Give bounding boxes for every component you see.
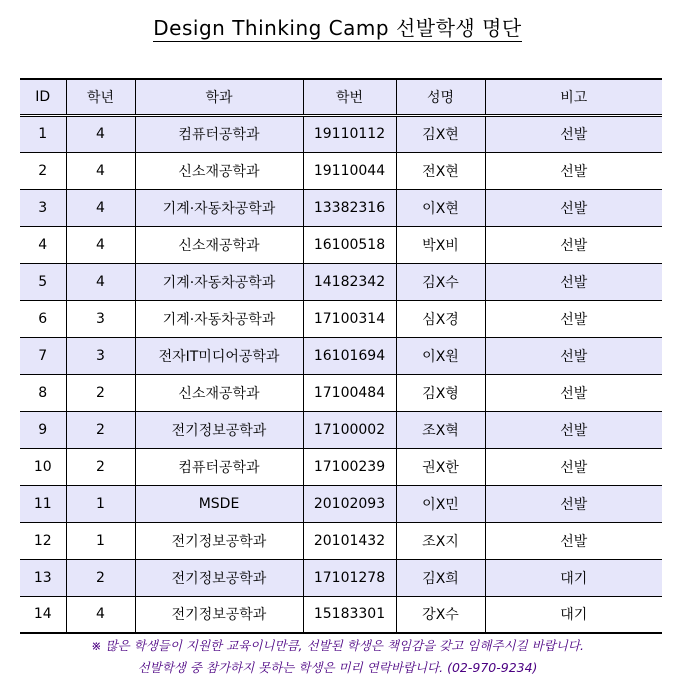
cell-student-number: 20102093	[303, 485, 396, 522]
table-row	[20, 485, 662, 522]
cell-name: 박X비	[396, 226, 485, 263]
cell-id: 1	[20, 115, 66, 152]
cell-grade: 4	[66, 189, 135, 226]
table-row	[20, 374, 662, 411]
cell-id: 9	[20, 411, 66, 448]
cell-student-number: 13382316	[303, 189, 396, 226]
table-row	[20, 337, 662, 374]
cell-remarks: 선발	[485, 115, 662, 152]
cell-department: 전자IT미디어공학과	[135, 337, 303, 374]
table-row	[20, 226, 662, 263]
cell-grade: 4	[66, 152, 135, 189]
cell-id: 12	[20, 522, 66, 559]
cell-remarks: 대기	[485, 596, 662, 633]
table-body	[20, 115, 662, 633]
title-wrapper	[0, 12, 675, 41]
cell-student-number: 16100518	[303, 226, 396, 263]
page-title: Design Thinking Camp 선발학생 명단	[153, 16, 522, 40]
cell-grade: 3	[66, 300, 135, 337]
cell-remarks: 선발	[485, 337, 662, 374]
cell-grade: 4	[66, 115, 135, 152]
cell-name: 이X원	[396, 337, 485, 374]
student-roster-table	[20, 78, 662, 634]
cell-name: 이X현	[396, 189, 485, 226]
cell-department: 전기정보공학과	[135, 596, 303, 633]
cell-department: 신소재공학과	[135, 152, 303, 189]
cell-name: 이X민	[396, 485, 485, 522]
cell-department: 전기정보공학과	[135, 411, 303, 448]
column-header-grade: 학년	[66, 79, 135, 115]
notice-line-1: ※ 많은 학생들이 지원한 교육이니만큼, 선발된 학생은 책임감을 갖고 임해주시길 바랍니다.	[91, 638, 584, 653]
cell-grade: 4	[66, 596, 135, 633]
cell-student-number: 17100002	[303, 411, 396, 448]
cell-remarks: 선발	[485, 448, 662, 485]
cell-student-number: 17100314	[303, 300, 396, 337]
cell-student-number: 14182342	[303, 263, 396, 300]
column-header-remarks: 비고	[485, 79, 662, 115]
header-row	[20, 79, 662, 115]
cell-id: 11	[20, 485, 66, 522]
table-row	[20, 152, 662, 189]
cell-grade: 4	[66, 226, 135, 263]
cell-student-number: 16101694	[303, 337, 396, 374]
cell-grade: 2	[66, 374, 135, 411]
cell-grade: 1	[66, 485, 135, 522]
cell-department: 컴퓨터공학과	[135, 115, 303, 152]
notice-line-2: 선발학생 중 참가하지 못하는 학생은 미리 연락바랍니다. (02-970-9234)	[137, 660, 538, 675]
table-row	[20, 115, 662, 152]
cell-remarks: 선발	[485, 411, 662, 448]
cell-remarks: 대기	[485, 559, 662, 596]
table-row	[20, 559, 662, 596]
cell-id: 5	[20, 263, 66, 300]
column-header-department: 학과	[135, 79, 303, 115]
cell-name: 강X수	[396, 596, 485, 633]
cell-student-number: 15183301	[303, 596, 396, 633]
cell-remarks: 선발	[485, 189, 662, 226]
cell-id: 13	[20, 559, 66, 596]
cell-id: 3	[20, 189, 66, 226]
cell-department: 기계·자동차공학과	[135, 263, 303, 300]
table-row	[20, 411, 662, 448]
cell-department: 기계·자동차공학과	[135, 300, 303, 337]
cell-id: 6	[20, 300, 66, 337]
column-header-name: 성명	[396, 79, 485, 115]
cell-student-number: 19110044	[303, 152, 396, 189]
table-row	[20, 189, 662, 226]
cell-remarks: 선발	[485, 374, 662, 411]
cell-remarks: 선발	[485, 300, 662, 337]
cell-name: 조X혁	[396, 411, 485, 448]
column-header-id: ID	[20, 79, 66, 115]
table-row	[20, 596, 662, 633]
cell-id: 4	[20, 226, 66, 263]
cell-name: 김X현	[396, 115, 485, 152]
cell-department: 신소재공학과	[135, 226, 303, 263]
cell-remarks: 선발	[485, 522, 662, 559]
cell-student-number: 17100239	[303, 448, 396, 485]
cell-grade: 1	[66, 522, 135, 559]
cell-grade: 2	[66, 411, 135, 448]
table-row	[20, 263, 662, 300]
cell-id: 14	[20, 596, 66, 633]
cell-name: 김X수	[396, 263, 485, 300]
cell-student-number: 19110112	[303, 115, 396, 152]
cell-id: 10	[20, 448, 66, 485]
cell-department: 전기정보공학과	[135, 559, 303, 596]
cell-department: 전기정보공학과	[135, 522, 303, 559]
cell-name: 심X경	[396, 300, 485, 337]
cell-id: 8	[20, 374, 66, 411]
cell-name: 김X형	[396, 374, 485, 411]
cell-department: MSDE	[135, 485, 303, 522]
cell-remarks: 선발	[485, 485, 662, 522]
table-row	[20, 448, 662, 485]
cell-student-number: 17100484	[303, 374, 396, 411]
cell-student-number: 17101278	[303, 559, 396, 596]
cell-grade: 4	[66, 263, 135, 300]
cell-name: 조X지	[396, 522, 485, 559]
cell-name: 권X한	[396, 448, 485, 485]
cell-name: 전X현	[396, 152, 485, 189]
cell-department: 컴퓨터공학과	[135, 448, 303, 485]
column-header-student-number: 학번	[303, 79, 396, 115]
cell-department: 신소재공학과	[135, 374, 303, 411]
table-header	[20, 79, 662, 115]
cell-remarks: 선발	[485, 226, 662, 263]
cell-id: 7	[20, 337, 66, 374]
cell-remarks: 선발	[485, 263, 662, 300]
cell-department: 기계·자동차공학과	[135, 189, 303, 226]
cell-id: 2	[20, 152, 66, 189]
table-row	[20, 300, 662, 337]
cell-grade: 2	[66, 448, 135, 485]
cell-grade: 3	[66, 337, 135, 374]
table-row	[20, 522, 662, 559]
cell-student-number: 20101432	[303, 522, 396, 559]
cell-name: 김X희	[396, 559, 485, 596]
cell-remarks: 선발	[485, 152, 662, 189]
cell-grade: 2	[66, 559, 135, 596]
